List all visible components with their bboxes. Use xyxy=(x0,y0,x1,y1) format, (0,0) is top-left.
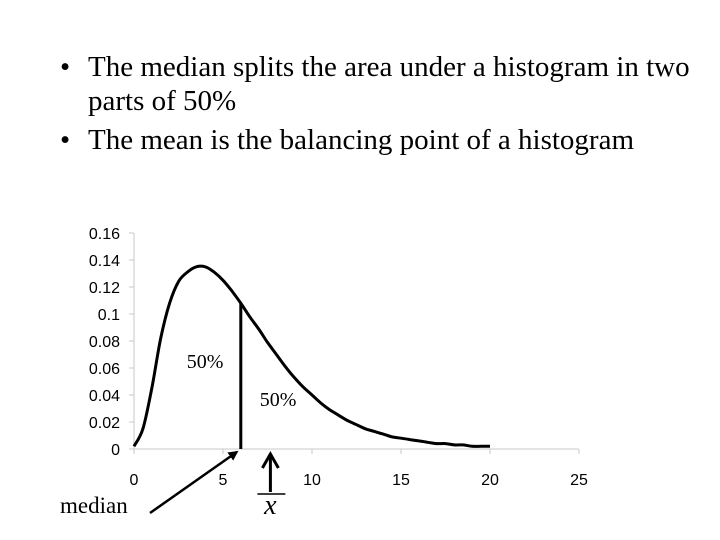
y-tick-label: 0.04 xyxy=(88,388,120,405)
x-tick-label: 0 xyxy=(129,472,139,489)
y-tick-label: 0.02 xyxy=(88,415,120,432)
bullet-marker: • xyxy=(60,124,71,156)
x-tick-label: 10 xyxy=(303,472,321,489)
y-tick-label: 0.08 xyxy=(88,334,120,351)
left-area-label: 50% xyxy=(186,351,224,373)
x-tick-label: 25 xyxy=(570,472,588,489)
mean-symbol: x xyxy=(264,490,277,521)
bullet-text-mean: The mean is the balancing point of a histogram xyxy=(88,124,635,156)
bullet-text-median: The median splits the area under a histogram in two parts of 50% xyxy=(88,51,690,117)
x-tick-label: 20 xyxy=(481,472,499,489)
tick-labels xyxy=(89,226,588,489)
median-label: median xyxy=(60,493,128,518)
y-tick-label: 0.12 xyxy=(88,280,120,297)
y-tick-label: 0 xyxy=(111,442,120,459)
x-tick-label: 15 xyxy=(392,472,410,489)
y-tick-label: 0.14 xyxy=(88,253,120,270)
y-tick-label: 0.06 xyxy=(88,361,120,378)
y-tick-label: 0.1 xyxy=(97,307,120,324)
bullet-marker: • xyxy=(60,51,71,83)
x-tick-label: 5 xyxy=(218,472,228,489)
y-tick-label: 0.16 xyxy=(88,226,120,243)
right-area-label: 50% xyxy=(259,389,297,411)
